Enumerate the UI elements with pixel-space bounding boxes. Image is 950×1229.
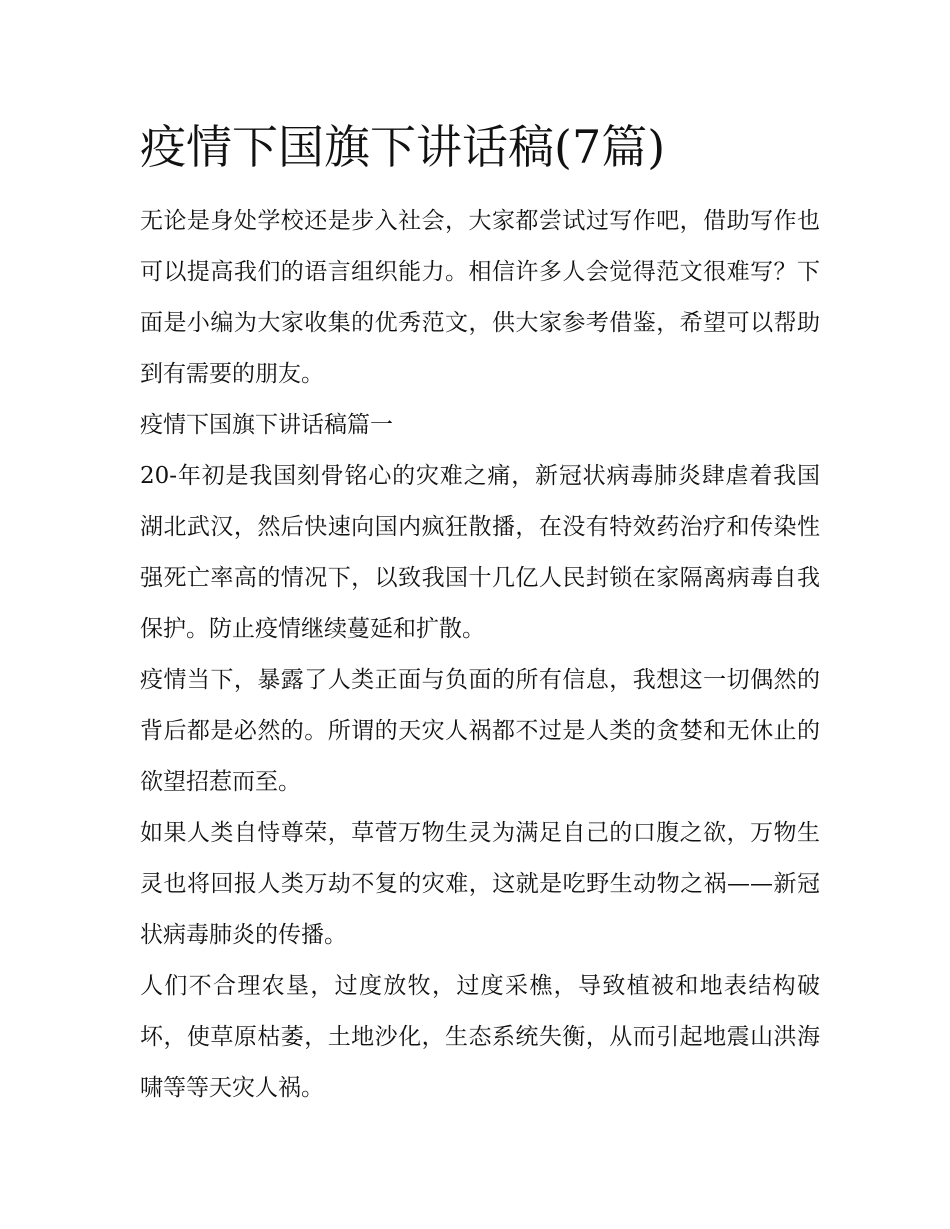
body-paragraph: 如果人类自恃尊荣，草菅万物生灵为满足自己的口腹之欲，万物生灵也将回报人类万劫不复的灾难，这就是吃野生动物之祸——新冠状病毒肺炎的传播。 xyxy=(140,820,820,948)
document-title: 疫情下国旗下讲话稿(7篇) xyxy=(140,120,666,174)
body-paragraph: 20-年初是我国刻骨铭心的灾难之痛，新冠状病毒肺炎肆虐着我国湖北武汉，然后快速向国内疯狂散播，在没有特效药治疗和传染性强死亡率高的情况下，以致我国十几亿人民封锁在家隔离病毒自我保护。防止疫情继续蔓延和扩散。 xyxy=(140,463,820,642)
body-paragraph: 疫情当下，暴露了人类正面与负面的所有信息，我想这一切偶然的背后都是必然的。所谓的天灾人祸都不过是人类的贪婪和无休止的欲望招惹而至。 xyxy=(140,667,820,795)
section-heading: 疫情下国旗下讲话稿篇一 xyxy=(140,412,393,438)
body-paragraph: 人们不合理农垦，过度放牧，过度采樵，导致植被和地表结构破坏，使草原枯萎，土地沙化，生态系统失衡，从而引起地震山洪海啸等等天灾人祸。 xyxy=(140,973,820,1101)
document-page xyxy=(140,112,820,1114)
intro-paragraph: 无论是身处学校还是步入社会，大家都尝试过写作吧，借助写作也可以提高我们的语言组织能力。相信许多人会觉得范文很难写？下面是小编为大家收集的优秀范文，供大家参考借鉴，希望可以帮助到有需要的朋友。 xyxy=(140,208,820,387)
